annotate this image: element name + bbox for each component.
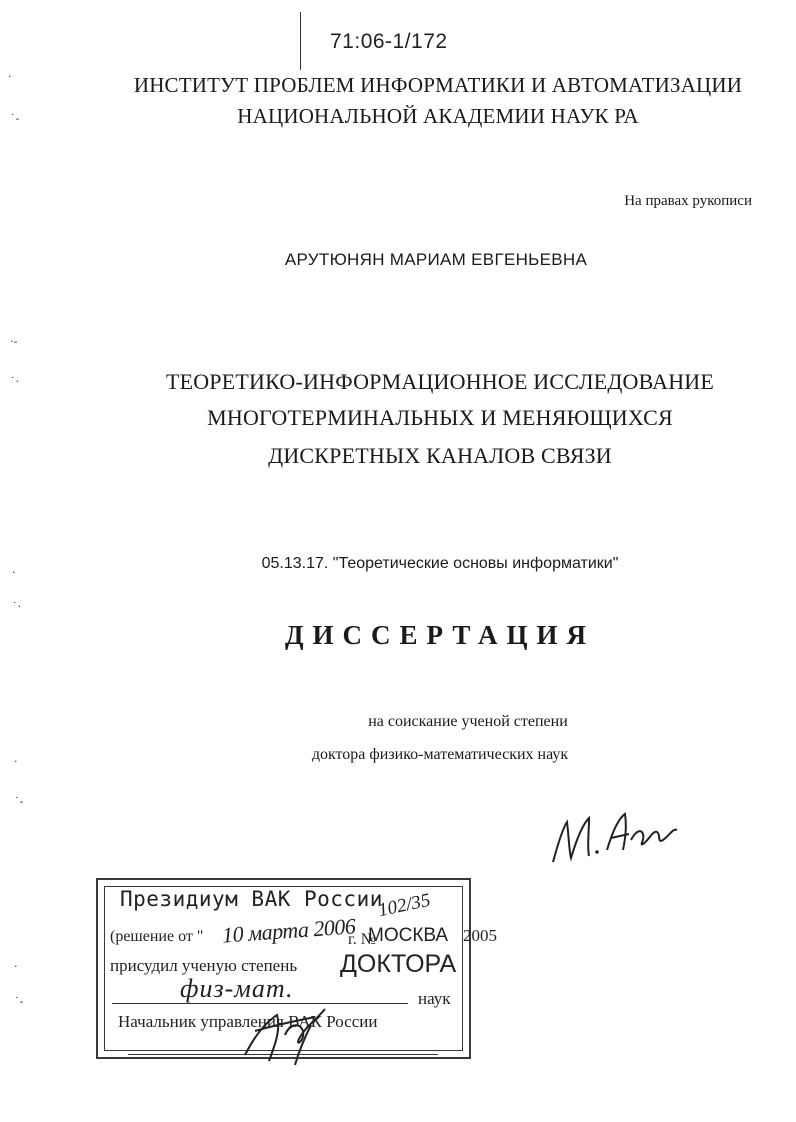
degree-line-2: доктора физико-математических наук <box>311 746 569 763</box>
scan-speck: · <box>12 566 16 579</box>
official-signature-icon <box>225 995 345 1075</box>
scan-speck: ˙- <box>14 795 24 808</box>
title-line-1: ТЕОРЕТИКО-ИНФОРМАЦИОННОЕ ИССЛЕДОВАНИЕ <box>165 369 715 394</box>
scan-speck: ·- <box>10 335 18 348</box>
handwritten-number: 102/35 <box>376 889 433 922</box>
margin-line <box>300 12 301 70</box>
degree-line-1: на соискание ученой степени <box>368 713 568 730</box>
stamp-sciences: наук <box>418 989 451 1008</box>
stamp-city: МОСКВА <box>368 925 449 946</box>
institute-line-2: НАЦИОНАЛЬНОЙ АКАДЕМИИ НАУК РА <box>237 104 639 128</box>
title-line-3: ДИСКРЕТНЫХ КАНАЛОВ СВЯЗИ <box>268 443 612 468</box>
scan-speck: · <box>8 70 12 83</box>
scan-speck: ˙- <box>14 995 24 1008</box>
stamp-degree-word: ДОКТОРА <box>340 950 457 978</box>
document-type: ДИССЕРТАЦИЯ <box>284 620 596 650</box>
title-line-2: МНОГОТЕРМИНАЛЬНЫХ И МЕНЯЮЩИХСЯ <box>207 405 673 430</box>
manuscript-rights: На правах рукописи <box>624 193 752 209</box>
scan-speck: · <box>14 755 18 768</box>
stamp-head: Начальник управления ВАК России <box>118 1012 378 1031</box>
stamp-year: 2005 <box>463 926 497 945</box>
handwritten-date: 10 марта 2006 <box>221 913 357 948</box>
institute-line-1: ИНСТИТУТ ПРОБЛЕМ ИНФОРМАТИКИ И АВТОМАТИЗАЦИИ <box>133 73 743 97</box>
handwritten-field: физ-мат. <box>180 974 294 1003</box>
stamp-title: Президиум ВАК России <box>120 887 383 911</box>
stamp-awarded: присудил ученую степень <box>110 956 298 975</box>
specialty: 05.13.17. "Теоретические основы информатики" <box>261 555 619 572</box>
stamp-decision-suffix: г. № <box>348 931 377 948</box>
author-name: АРУТЮНЯН МАРИАМ ЕВГЕНЬЕВНА <box>284 250 588 269</box>
scan-speck: ˙· <box>12 600 21 613</box>
scan-speck: ˙· <box>10 375 19 388</box>
scan-speck: ˙- <box>10 112 20 125</box>
stamp-decision-prefix: (решение от " <box>110 928 204 945</box>
archive-code: 71:06-1/172 <box>330 30 448 53</box>
author-signature-icon <box>545 800 685 870</box>
scan-speck: · <box>14 960 18 973</box>
